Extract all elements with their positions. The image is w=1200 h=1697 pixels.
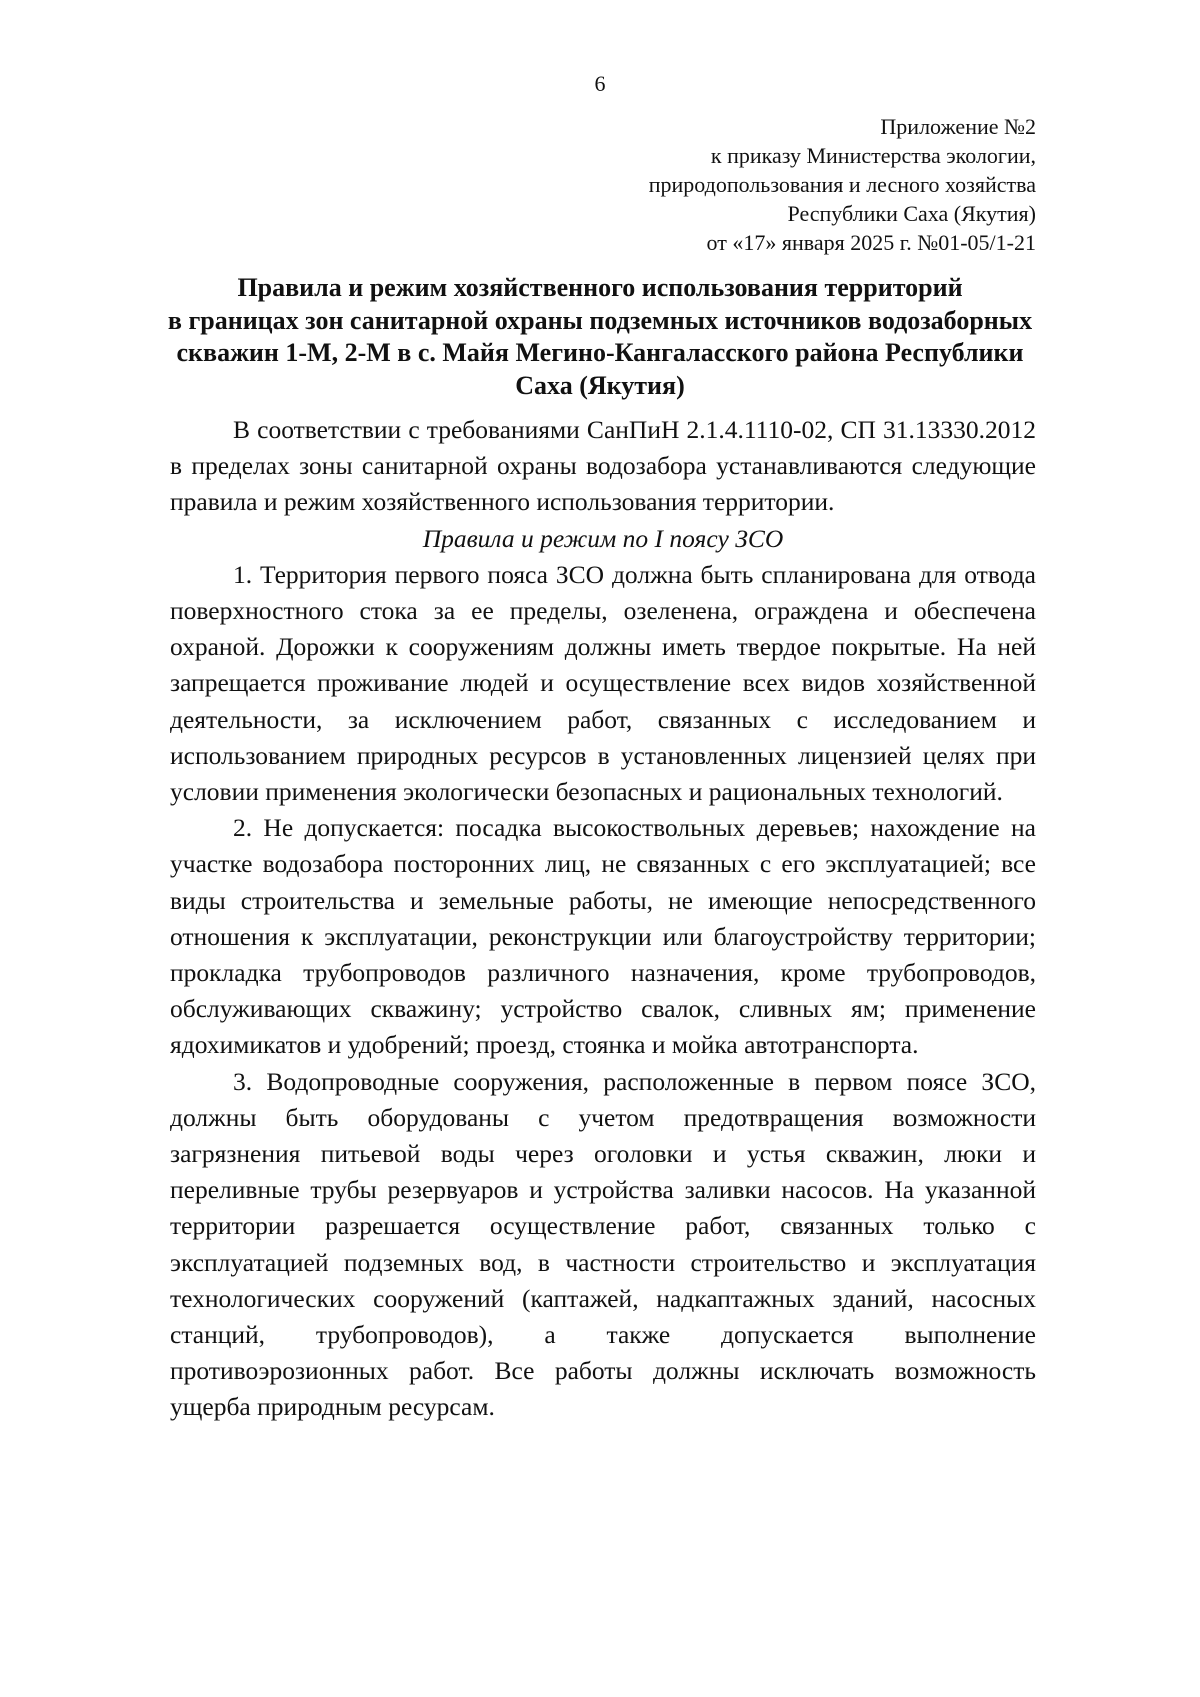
title-line: в границах зон санитарной охраны подземных источников водозаборных [167,305,1033,335]
title-line: Правила и режим хозяйственного использования территорий [237,273,963,302]
appendix-line: к приказу Министерства экологии, [710,143,1036,168]
document-title [164,272,1036,402]
document-body [170,412,1036,1426]
section-heading: Правила и режим по I поясу ЗСО [422,523,784,553]
page-number: 6 [594,71,606,96]
appendix-line: природопользования и лесного хозяйства [648,172,1036,197]
appendix-line: от «17» января 2025 г. №01-05/1-21 [706,230,1036,255]
appendix-line: Республики Саха (Якутия) [787,201,1036,226]
title-line: Саха (Якутия) [515,370,685,400]
paragraph-2: 2. Не допускается: посадка высокоствольных деревьев; нахождение на участке водозабора посторонних лиц, не связанных с его эксплуатацией; все виды строительства и земельные работы, не имеющие непосредственного отношения к эксплуатации, реконструкции или благоустройству территории; прокладка трубопроводов различного назначения, кроме трубопроводов, обслуживающих скважину; устройство свалок, сливных ям; применение ядохимикатов и удобрений; проезд, стоянка и мойка автотранспорта. [170,813,1036,1060]
intro-paragraph: В соответствии с требованиями СанПиН 2.1.4.1110-02, СП 31.13330.2012 в пределах зоны санитарной охраны водозабора устанавливаются следующие правила и режим хозяйственного использования территории. [170,415,1036,517]
appendix-line: Приложение №2 [880,114,1036,139]
paragraph-1: 1. Территория первого пояса ЗСО должна быть спланирована для отвода поверхностного стока за ее пределы, озеленена, ограждена и обеспечена охраной. Дорожки к сооружениям должны иметь твердое покрытые. На ней запрещается проживание людей и осуществление всех видов хозяйственной деятельности, за исключением работ, связанных с исследованием и использованием природных ресурсов в установленных лицензией целях при условии применения экологически безопасных и рациональных технологий. [170,559,1036,807]
paragraph-3: 3. Водопроводные сооружения, расположенные в первом поясе ЗСО, должны быть оборудованы с учетом предотвращения возможности загрязнения питьевой воды через оголовки и устья скважин, люки и переливные трубы резервуаров и устройства заливки насосов. На указанной территории разрешается осуществление работ, связанных только с эксплуатацией подземных вод, в частности строительство и эксплуатация технологических сооружений (каптажей, надкаптажных зданий, насосных станций, трубопроводов), а также допускается выполнение противоэрозионных работ. Все работы должны исключать возможность ущерба природным ресурсам. [170,1066,1036,1422]
appendix-block [336,112,1036,257]
title-line: скважин 1-М, 2-М в с. Майя Мегино-Кангаласского района Республики [176,338,1024,367]
